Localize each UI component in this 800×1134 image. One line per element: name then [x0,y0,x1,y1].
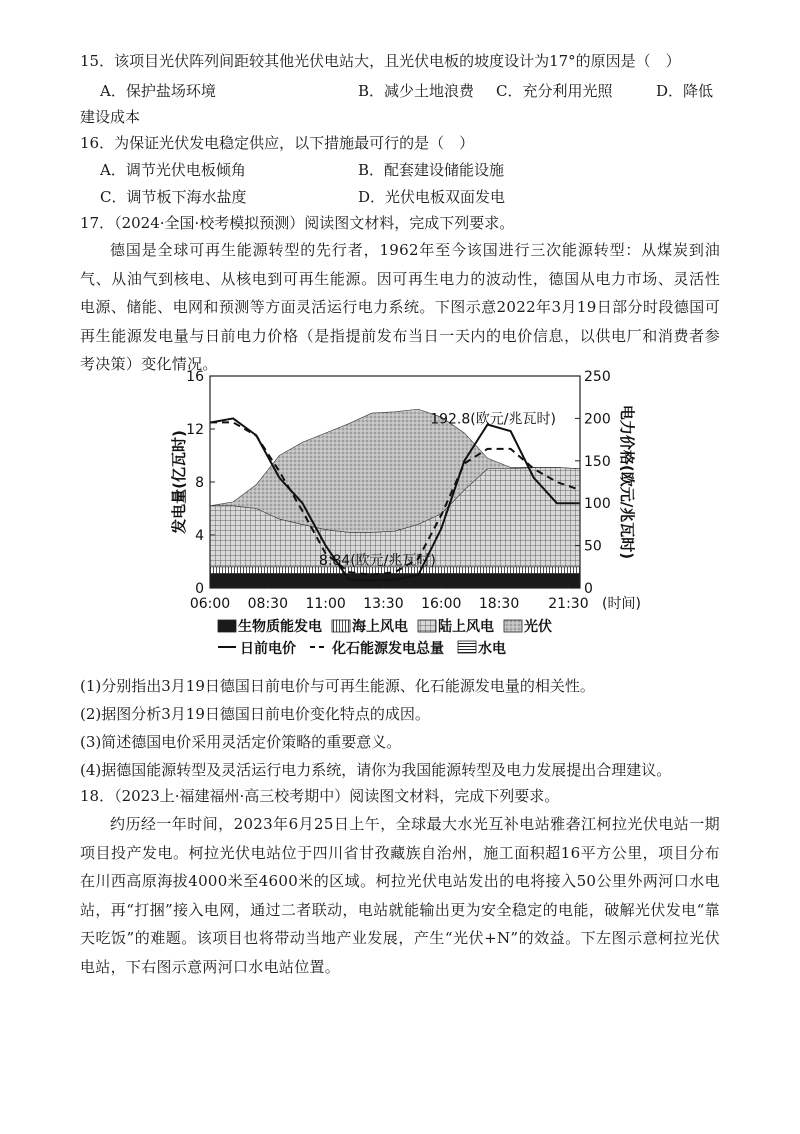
legend-label: 生物质能发电 [238,619,322,635]
chart [170,360,641,660]
x-unit-label: (时间) [602,596,641,612]
y-right-tick-label: 200 [584,411,611,428]
x-tick-label: 13:30 [363,596,404,612]
y-left-tick-label: 0 [195,581,204,597]
q16-stem: 16．为保证光伏发电稳定供应，以下措施最可行的是（ ） [80,134,475,152]
q17-sub2: (2)据图分析3月19日德国日前电价变化特点的成因。 [80,705,430,723]
annotation-2: 8.84(欧元/兆瓦时) [319,553,436,570]
q17-sub4: (4)据德国能源转型及灵活运行电力系统，请你为我国能源转型及电力发展提出合理建议。 [80,761,672,779]
q17-material: 德国是全球可再生能源转型的先行者，1962年至今该国进行三次能源转型：从煤炭到油气、从油气到核电、从核电到可再生能源。因可再生电力的波动性，德国从电力市场、灵活性电源、储能、电网和预测等方面灵活运行电力系统。下图示意2022年3月19日部分时段德国可再生能源发电量与日前电力价格（是指提前发布当日一天内的电价信息，以供电厂和消费者参考决策）变化情况。 [80,241,720,373]
legend-swatch [418,620,436,632]
x-tick-label: 18:30 [478,596,520,612]
y-right-tick-label: 150 [584,453,611,470]
y-left-axis-title: 发电量(亿瓦时) [170,430,188,534]
q15-option-a: A．保护盐场环境 [100,82,216,100]
q15-stem: 15．该项目光伏阵列间距较其他光伏电站大，且光伏电板的坡度设计为17°的原因是（ ） [80,52,681,70]
y-right-tick-label: 0 [584,581,593,597]
y-left-tick-label: 16 [186,369,204,385]
annotation-1: 192.8(欧元/兆瓦时) [430,411,556,428]
q16-option-b: B．配套建设储能设施 [358,161,505,179]
y-left-tick-label: 12 [186,422,204,438]
x-tick-label: 08:30 [247,596,288,612]
x-tick-label: 16:00 [421,596,462,612]
y-left-tick-label: 8 [195,475,204,491]
q15-option-b: B．减少土地浪费 [358,82,475,100]
q15-option-d: D．降低 [656,82,714,100]
q16-option-d: D．光伏电板双面发电 [358,188,506,206]
legend-swatch [458,641,476,653]
q18-stem: 18．（2023上·福建福州·高三校考期中）阅读图文材料，完成下列要求。 [80,787,560,805]
q15-option-c: C．充分利用光照 [496,82,613,100]
q15-option-d-cont: 建设成本 [80,108,141,126]
legend-label: 海上风电 [352,619,408,635]
y-right-tick-label: 250 [584,369,611,385]
q17-stem: 17．（2024·全国·校考模拟预测）阅读图文材料，完成下列要求。 [80,214,515,232]
q16-option-c: C．调节板下海水盐度 [100,188,247,206]
y-right-tick-label: 50 [584,538,602,555]
legend-swatch [504,620,522,632]
q17-sub3: (3)简述德国电价采用灵活定价策略的重要意义。 [80,733,402,751]
x-tick-label: 21:30 [548,596,589,612]
x-tick-label: 11:00 [305,596,346,612]
legend-swatch [218,620,236,632]
q17-sub1: (1)分别指出3月19日德国日前电价与可再生能源、化石能源发电量的相关性。 [80,677,595,695]
legend-swatch [332,620,350,632]
y-right-axis-title: 电力价格(欧元/兆瓦时) [618,404,636,560]
legend-label: 日前电价 [240,641,296,657]
q16-option-a: A．调节光伏电板倾角 [100,161,246,179]
legend-label: 光伏 [524,619,552,635]
legend-label: 水电 [478,641,506,657]
x-tick-label: 06:00 [189,596,231,612]
q18-material: 约历经一年时间，2023年6月25日上午，全球最大水光互补电站雅砻江柯拉光伏电站一期项目投产发电。柯拉光伏电站位于四川省甘孜藏族自治州，施工面积超16平方公里，项目分布在川西高原海拔4000米至4600米的区域。柯拉光伏电站发出的电将接入50公里外两河口水电站，再“打捆”接入电网，通过二者联动，电站就能输出更为安全稳定的电能，破解光伏发电“靠天吃饭”的难题。该项目也将带动当地产业发展，产生“光伏+N”的效益。下左图示意柯拉光伏电站，下右图示意两河口水电站位置。 [80,815,720,976]
series-biomass-area [210,573,580,588]
legend-label: 陆上风电 [438,619,494,635]
legend-label: 化石能源发电总量 [332,641,444,657]
y-left-tick-label: 4 [195,528,204,544]
y-right-tick-label: 100 [584,496,611,513]
